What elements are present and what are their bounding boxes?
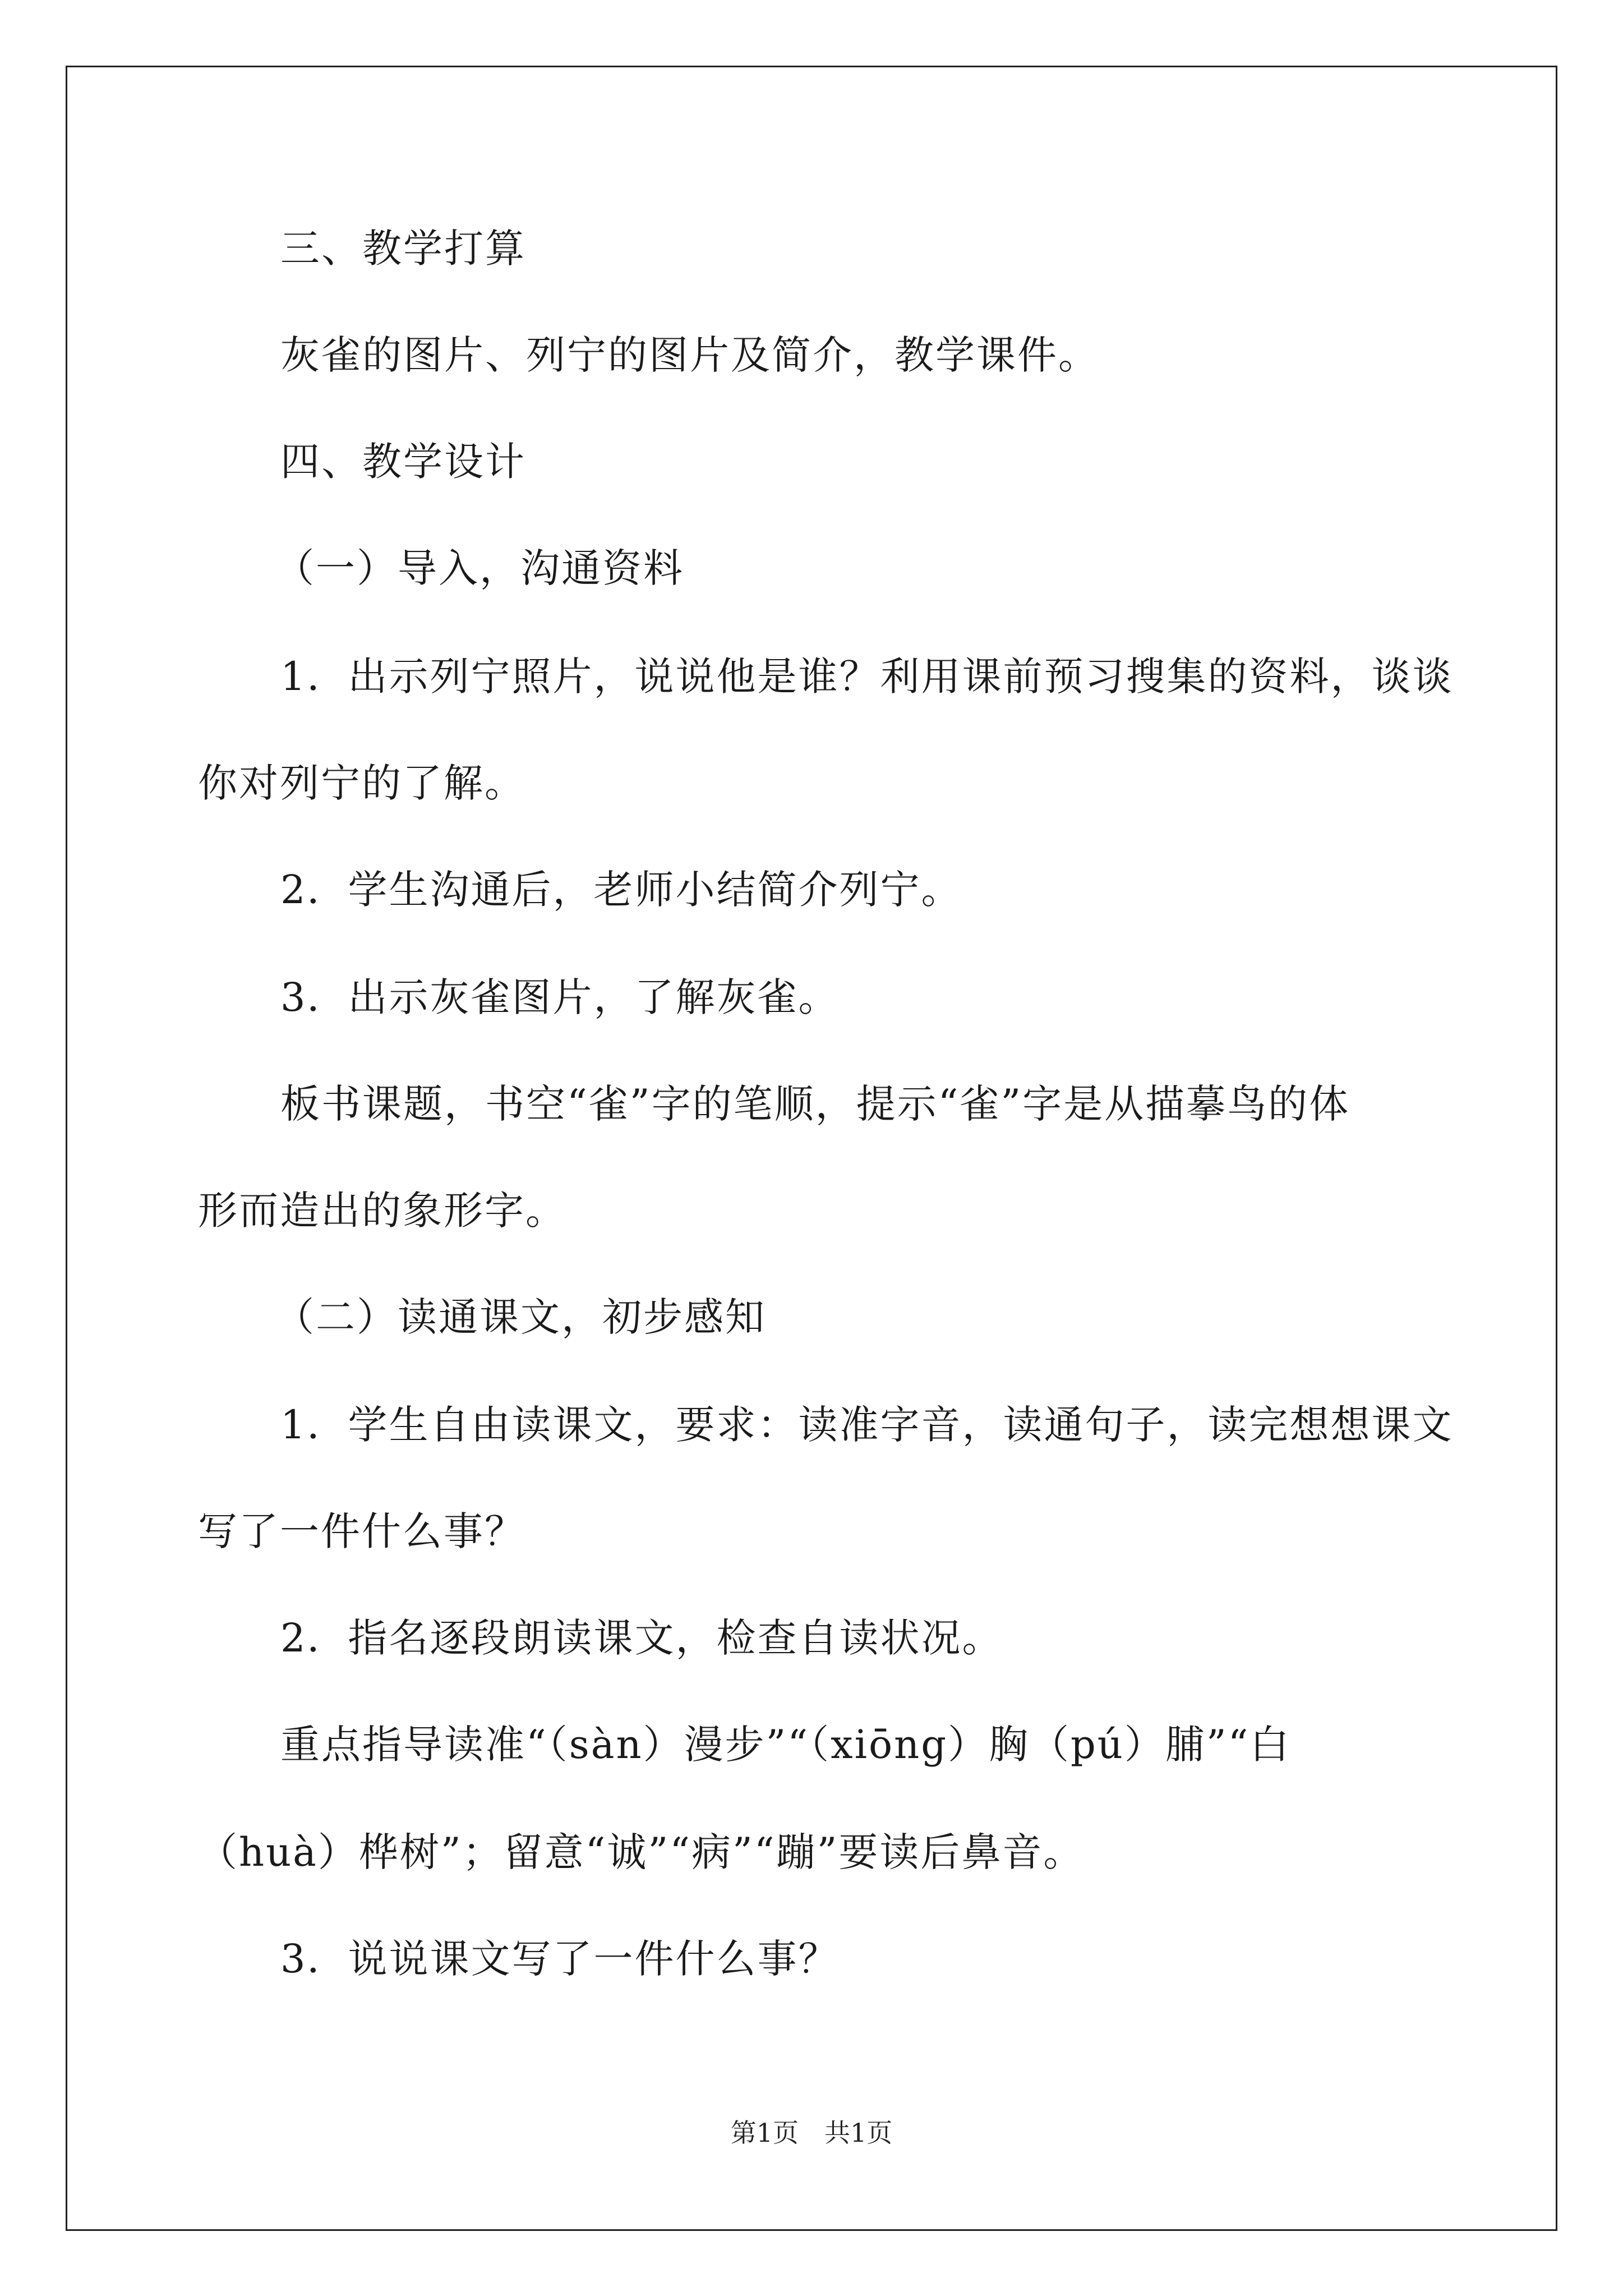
paragraph-step-1-line-1: 1．出示列宁照片，说说他是谁？利用课前预习搜集的资料，谈谈 xyxy=(280,654,1454,700)
paragraph-board-title-line-1: 板书课题，书空“雀”字的笔顺，提示“雀”字是从描摹鸟的体 xyxy=(280,1081,1350,1127)
paragraph-summary-question: 3．说说课文写了一件什么事？ xyxy=(280,1936,840,1982)
page-number-footer: 第1页 共1页 xyxy=(730,2118,893,2148)
subheading-read-text: （二）读通课文，初步感知 xyxy=(275,1294,766,1340)
paragraph-step-3: 3．出示灰雀图片，了解灰雀。 xyxy=(280,974,840,1020)
page-border xyxy=(66,66,1557,2231)
paragraph-free-reading-line-1: 1．学生自由读课文，要求：读准字音，读通句子，读完想想课文 xyxy=(280,1402,1454,1448)
heading-teaching-design: 四、教学设计 xyxy=(280,439,526,485)
paragraph-free-reading-line-2: 写了一件什么事？ xyxy=(198,1508,525,1554)
paragraph-step-1-line-2: 你对列宁的了解。 xyxy=(198,760,525,806)
paragraph-step-2: 2．学生沟通后，老师小结简介列宁。 xyxy=(280,867,962,913)
paragraph-board-title-line-2: 形而造出的象形字。 xyxy=(198,1188,566,1234)
paragraph-paragraph-reading: 2．指名逐段朗读课文，检查自读状况。 xyxy=(280,1615,1003,1661)
paragraph-pronunciation-line-1: 重点指导读准“（sàn）漫步”“（xiōng）胸（pú）脯”“白 xyxy=(280,1722,1291,1768)
paragraph-pronunciation-line-2: （huà）桦树”；留意“诚”“病”“蹦”要读后鼻音。 xyxy=(198,1829,1085,1875)
heading-teaching-preparation: 三、教学打算 xyxy=(280,226,526,272)
paragraph-materials: 灰雀的图片、列宁的图片及简介，教学课件。 xyxy=(280,332,1099,378)
subheading-introduction: （一）导入，沟通资料 xyxy=(275,545,684,591)
